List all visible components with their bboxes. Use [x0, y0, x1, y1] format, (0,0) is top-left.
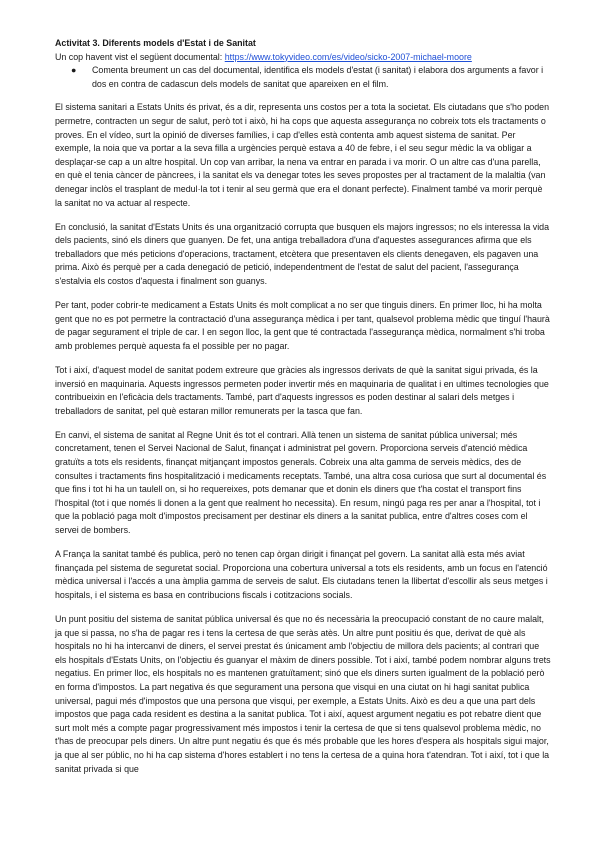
bullet-icon: ● [71, 65, 77, 76]
paragraph-7: Un punt positiu del sistema de sanitat pública universal és que no és necessària la preocupació constant de no caure malalt, ja que si passa, no s'ha de pagar res i tens la certesa de que seràs atès. Un altre punt positiu és que, derivat de què als hospitals no hi ha intercanvi de diners, el servei prestat és únicament amb l'objectiu de millora dels pacients; al contrari que els hospitals d'Estats Units, on l'objectiu és guanyar el màxim de diners possible. Tot i així, també podem nombrar alguns trets negatius. En primer lloc, els hospitals no es mantenen gratuïtament; sinó que els diners surten igualment de la població però en forma d'impostos. La part negativa és que segurament una persona que visqui en una ciutat on hi hagi sanitat publica universal, pagui més d'impostos que una persona que visqui, per exemple, a Estats Units. Això es deu a que una part dels impostos que paga cada resident es destina a la sanitat publica. Tot i així, aquest argument negatiu es pot rebatre dient que surt molt més a compte pagar progressivament més impostos i tenir la certesa de que si tens qualsevol problema mèdic, no t'has de preocupar pels diners. Un altre punt negatiu és que és més probable que les hores d'espera als hospitals sigui major, ja que al ser públic, no hi ha cap sistema d'hores establert i no tens la certesa de a quina hora t'atendran. Tot i així, tot i que la sanitat privada si que [55, 613, 551, 774]
task-bullet-item [55, 64, 551, 91]
documentary-link[interactable]: https://www.tokyvideo.com/es/video/sicko-2007-michael-moore [224, 51, 472, 62]
paragraph-2: En conclusió, la sanitat d'Estats Units és una organització corrupta que busquen els majors ingressos; no els interessa la vida dels pacients, sinó els diners que guanyen. De fet, una antiga treballadora d'una d'aquestes assegurances afirma que els treballadors que més peticions d'operacions, tractament, etcètera que presentaven els clients denegaven, els pagaven una prima. Això és perquè per a cada denegació de petició, independentment de l'estat de salut del pacient, l'assegurança s'estalvia els costos d'aquesta i finalment son guanys. [55, 221, 550, 286]
paragraph-3: Per tant, poder cobrir-te medicament a Estats Units és molt complicat a no ser que tinguis diners. En primer lloc, hi ha molta gent que no es pot permetre la contractació d'una assegurança mèdica i per tant, qualsevol problema mèdic que tinguí l'haurà de pagar segurament el triple de car. I en segon lloc, la gent que té contractada l'assegurança mèdica, normalment s'hi troba amb problemes perquè aquesta fa el possible per no pagar. [55, 300, 550, 351]
task-list [55, 64, 551, 91]
intro-line [55, 51, 551, 65]
paragraph-6: A França la sanitat també és publica, però no tenen cap òrgan dirigit i finançat pel govern. La sanitat allà esta més aviat finançada pel sistema de seguretat social. Proporciona una cobertura universal a tots els residents, amb un focus en l'atenció mèdica universal i l'accés a una àmplia gamma de serveis de salut. Els ciutadans tenen la llibertat d'escollir als seus metges i hospitals, i el sistema es basa en contribucions fiscals i cotitzacions socials. [55, 549, 548, 600]
task-bullet-text: Comenta breument un cas del documental, identifica els models d'estat (i sanitat) i elabora dos arguments a favor i dos en contra de cadascun dels models de sanitat que apareixen en el film. [92, 65, 544, 89]
paragraph-5: En canvi, el sistema de sanitat al Regne Unit és tot el contrari. Allà tenen un sistema de sanitat pública universal; més concretament, tenen el Servei Nacional de Salut, finançat i administrat pel govern. Proporciona serveis d'atenció mèdica gratuïts a tots els residents, finançat mitjançant impostos generals. Cobreix una alta gamma de serveis mèdics, des de consultes i tractaments fins hospitalització i medicaments receptats. També, una altra cosa curiosa que surt al documental és que fins i tot hi ha un taulell on, si ho requereixes, pots demanar que et donin els diners que t'ha costat el transport fins l'hospital (tot i que només li donen a la gent que realment ho necessita). En resum, ningú paga res per anar a l'hospital, tot i que la població paga molt d'impostos precisament per destinar els diners a la sanitat publica, entre d'altres coses com el servei de bombers. [55, 429, 547, 535]
intro-text: Un cop havent vist el següent documental: [55, 51, 225, 62]
activity-title: Activitat 3. Diferents models d'Estat i de Sanitat [55, 38, 256, 48]
paragraph-1: El sistema sanitari a Estats Units és privat, és a dir, representa uns costos per a tota la societat. Els ciutadans que s'ho poden permetre, contracten un segur de salut, però tot i això, hi ha cops que aquesta assegurança no cobreix tots els tractaments o proves. En el vídeo, surt la opinió de diverses famílies, i cap d'elles està contenta amb aquest sistema de sanitat. Per exemple, la noia que va portar a la seva filla a urgències perquè estava a 40 de febre, i el seu segur mèdic la va obligar a desplaçar-se cap a un altre hospital. Un cop van arribar, la nena va entrar en parada i va morir. O un altre cas d'una parella, en què el tenia càncer de pàncrees, i la sanitat els va denegar totes les seves propostes per al tractament de la malaltia (van denegar inclòs el trasplant de medul·la tot i tenir al seu germà que era el donant perfecte). Finalment també va morir perquè la sanitat no va actuar al respecte. [55, 102, 550, 208]
paragraph-4: Tot i així, d'aquest model de sanitat podem extreure que gràcies als ingressos derivats de què la sanitat sigui privada, és la inversió en maquinaria. Aquests ingressos permeten poder invertir més en maquinaria de qualitat i en ultimes tecnologies que contribueixin en l'eficàcia dels tractaments. També, part d'aquests ingressos es poden destinar al salari dels metges i treballadors de sanitat, pel què estaran millor remunerats per la tasca que fan. [55, 364, 549, 416]
